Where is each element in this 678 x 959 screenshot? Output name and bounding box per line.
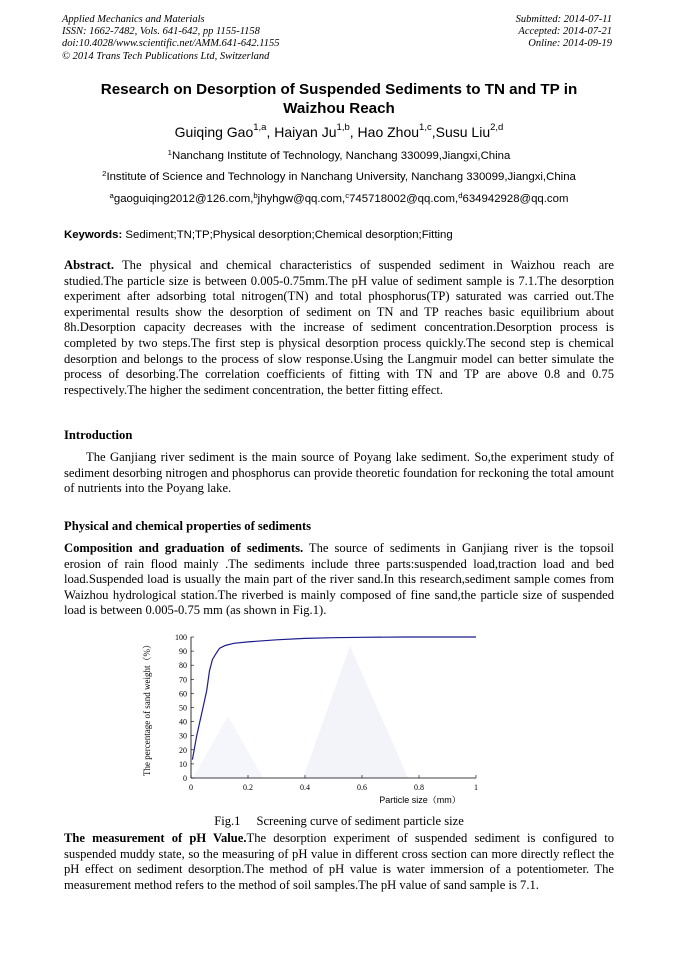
email[interactable]: 745718002@qq.com,: [349, 193, 459, 205]
journal-copyright: © 2014 Trans Tech Publications Ltd, Switzerland: [62, 50, 270, 62]
author-name: Guiqing Gao: [174, 124, 254, 140]
keywords-text: Sediment;TN;TP;Physical desorption;Chemical desorption;Fitting: [125, 229, 453, 241]
ph-label: The measurement of pH Value.: [64, 831, 247, 845]
journal-doi: doi:10.4028/www.scientific.net/AMM.641-642.1155: [62, 38, 280, 50]
author-name: Haiyan Ju: [274, 124, 337, 140]
email-mark: b: [253, 191, 258, 201]
email[interactable]: gaoguiqing2012@126.com,: [113, 193, 254, 205]
email-list: [50, 193, 628, 205]
dates-info: [516, 14, 612, 51]
y-tick-label: 80: [179, 661, 187, 671]
y-tick-label: 70: [179, 675, 187, 685]
author-affiliation-mark: 2,d: [490, 121, 504, 133]
y-tick-label: 50: [179, 703, 187, 713]
email-mark: c: [345, 191, 350, 201]
affiliation-text: Nanchang Institute of Technology, Nanchang 330099,Jiangxi,China: [171, 150, 511, 162]
author-name: Susu Liu: [435, 124, 491, 140]
journal-info: [62, 14, 279, 63]
email[interactable]: jhyhgw@qq.com,: [257, 193, 346, 205]
y-tick-label: 0: [183, 774, 187, 783]
y-tick-label: 90: [179, 647, 187, 657]
figure-caption: [0, 814, 678, 829]
x-tick-label: 0.2: [243, 783, 253, 792]
author-affiliation-mark: 1,b: [336, 121, 350, 133]
x-tick-label: 0: [189, 783, 193, 792]
screening-curve-chart: [138, 628, 488, 808]
composition-label: Composition and graduation of sediments.: [64, 541, 304, 555]
accepted-date: Accepted: 2014-07-21: [518, 26, 612, 38]
journal-issn: ISSN: 1662-7482, Vols. 641-642, pp 1155-1158: [62, 26, 260, 38]
affiliation-mark: 1: [167, 148, 172, 158]
author-name: Hao Zhou: [357, 124, 420, 140]
email-mark: a: [109, 191, 114, 201]
author-affiliation-mark: 1,a: [253, 121, 267, 133]
figure-caption-text: Screening curve of sediment particle size: [256, 814, 464, 828]
y-tick-label: 60: [179, 689, 187, 699]
y-tick-label: 10: [179, 759, 187, 769]
author-list: Guiqing Gao$^{1,a}$, Haiyan Ju$^{1,b}$, Hao Zhou$^{1,c}$,Susu Liu$^{2,d}$: [174, 121, 504, 140]
introduction-text: The Ganjiang river sediment is the main source of Poyang lake sediment. So,the experiment study of sediment desorbing nitrogen and phosphorus can provide theoretic foundation for reckoning the total amount of nutrients into the Poyang lake.: [64, 450, 614, 496]
figure-label: Fig.1: [214, 814, 241, 828]
composition-paragraph: [64, 541, 614, 619]
composition-text: The source of sediments in Ganjiang river is the topsoil erosion of rain flood mainly .The sediments include three parts:suspended load,traction load and bed load.Suspended load is usually the main part of the river sand.In this research,sediment sample comes from Waizhou hydrological station.The riverbed is mainly composed of fine sand,the particle size of suspended load is between 0.005-0.75 mm (as shown in Fig.1).: [64, 541, 614, 618]
keywords: [64, 229, 616, 241]
email[interactable]: 634942928@qq.com: [462, 193, 569, 205]
affiliation-mark: 2: [102, 169, 107, 179]
x-tick-label: 0.8: [414, 783, 424, 792]
section-heading: Physical and chemical properties of sediments: [64, 519, 312, 533]
y-tick-label: 100: [175, 633, 187, 642]
x-axis-label: Particle size（mm）: [379, 795, 461, 805]
x-tick-label: 1: [474, 783, 478, 792]
paper-title: Research on Desorption of Suspended Sediments to TN and TP in Waizhou Reach: [100, 81, 578, 117]
affiliation-1: [50, 150, 628, 162]
introduction-heading: Introduction: [64, 428, 133, 442]
abstract-text: The physical and chemical characteristics of suspended sediment in Waizhou reach are studied.The particle size is between 0.005-0.75mm.The pH value of sediment sample is 7.1.The desorption experiment after adsorbing total nitrogen(TN) and total phosphorus(TP) saturated was carried out.The experimental results show the desorption of sediment on TN and TP reaches basic equilibrium about 8h.Desorption capacity decreases with the increase of sediment concentration.Desorption process is completed by two steps.The first step is physical desorption process quickly.The second step is chemical desorption and belongs to the process of slow response.Using the Langmuir model can better simulate the process of desorbing.The correlation coefficients of fitting with TN and TP are above 0.8 and 0.75 respectively.The higher the sediment concentration, the better fitting effect.: [64, 258, 614, 397]
affiliation-text: Institute of Science and Technology in Nanchang University, Nanchang 330099,Jiangxi,China: [106, 171, 576, 183]
abstract: [64, 258, 614, 398]
x-tick-label: 0.6: [357, 783, 367, 792]
email-mark: d: [458, 191, 463, 201]
y-tick-label: 20: [179, 745, 187, 755]
keywords-label: Keywords:: [64, 229, 123, 241]
y-axis-label: The percentage of sand weight（%）: [142, 640, 152, 776]
online-date: Online: 2014-09-19: [528, 38, 612, 50]
y-tick-label: 30: [179, 731, 187, 741]
ph-text: The desorption experiment of suspended sediment is configured to suspended muddy state, so the measuring of pH value in different cross section can more directly reflect the pH effect on sediment desorption.The method of pH value is water immersion of a potentiometer. The measurement method refers to the method of soil samples.The pH value of sand sample is 7.1.: [64, 831, 614, 892]
submitted-date: Submitted: 2014-07-11: [515, 14, 612, 25]
watermark-triangle: [303, 646, 408, 778]
y-tick-label: 40: [179, 717, 187, 727]
abstract-label: Abstract.: [64, 258, 115, 272]
watermark-triangle: [193, 716, 263, 778]
x-tick-label: 0.4: [300, 783, 310, 792]
affiliation-2: [50, 171, 628, 183]
ph-paragraph: [64, 831, 614, 893]
journal-name: Applied Mechanics and Materials: [62, 14, 205, 25]
author-affiliation-mark: 1,c: [419, 121, 432, 133]
